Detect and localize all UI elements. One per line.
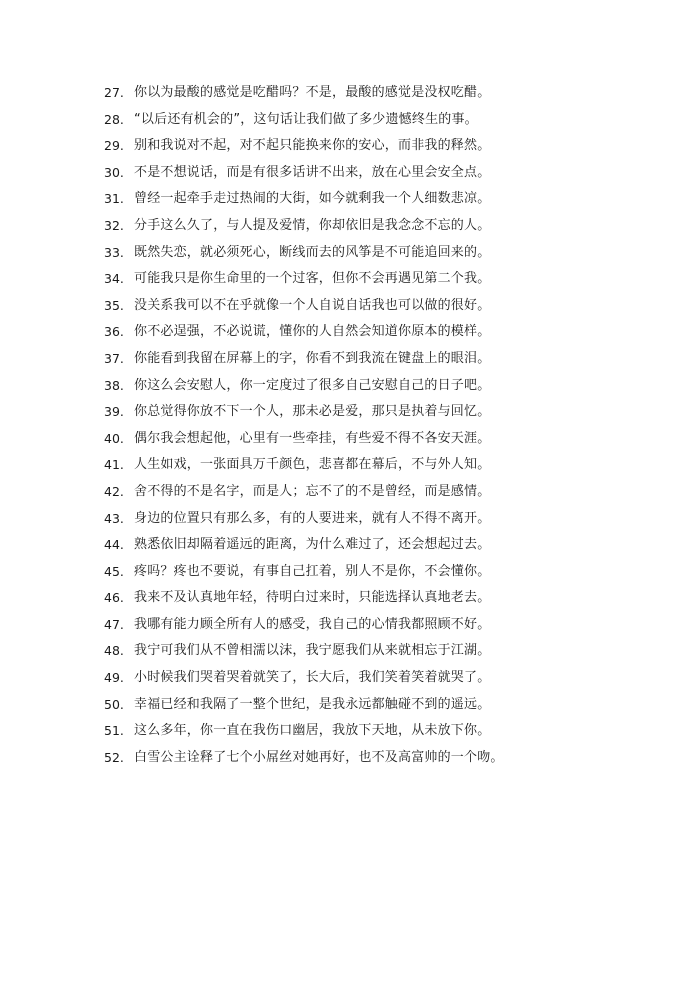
- quote-number: 43.: [104, 510, 124, 526]
- quote-number: 33.: [104, 244, 124, 260]
- quote-text: 小时候我们哭着哭着就笑了，长大后，我们笑着笑着就哭了。: [134, 670, 491, 686]
- quote-number: 41.: [104, 457, 124, 473]
- list-item: [104, 80, 664, 107]
- quote-number: 44.: [104, 537, 124, 553]
- quote-text: 曾经一起牵手走过热闹的大街，如今就剩我一个人细数悲凉。: [134, 191, 491, 207]
- list-item: [104, 426, 664, 453]
- quote-number: 32.: [104, 217, 124, 233]
- quote-list: [104, 80, 664, 771]
- list-item: [104, 479, 664, 506]
- quote-text: 我来不及认真地年轻，待明白过来时，只能选择认真地老去。: [134, 590, 491, 606]
- quote-number: 30.: [104, 164, 124, 180]
- list-item: [104, 213, 664, 240]
- list-item: [104, 452, 664, 479]
- quote-number: 45.: [104, 563, 124, 579]
- quote-number: 34.: [104, 271, 124, 287]
- list-item: [104, 346, 664, 373]
- quote-number: 38.: [104, 377, 124, 393]
- list-item: [104, 559, 664, 586]
- quote-text: 不是不想说话，而是有很多话讲不出来，放在心里会安全点。: [134, 164, 491, 180]
- quote-text: 可能我只是你生命里的一个过客，但你不会再遇见第二个我。: [134, 271, 491, 287]
- quote-text: 疼吗？疼也不要说，有事自己扛着，别人不是你，不会懂你。: [134, 563, 491, 579]
- quote-number: 46.: [104, 590, 124, 606]
- list-item: [104, 612, 664, 639]
- list-item: [104, 186, 664, 213]
- quote-number: 37.: [104, 350, 124, 366]
- list-item: [104, 506, 664, 533]
- list-item: [104, 293, 664, 320]
- quote-text: 白雪公主诠释了七个小屌丝对她再好，也不及高富帅的一个吻。: [134, 749, 504, 765]
- list-item: [104, 319, 664, 346]
- quote-text: 人生如戏，一张面具万千颜色，悲喜都在幕后，不与外人知。: [134, 457, 491, 473]
- quote-number: 49.: [104, 670, 124, 686]
- list-item: [104, 692, 664, 719]
- list-item: [104, 266, 664, 293]
- quote-text: 你这么会安慰人，你一定度过了很多自己安慰自己的日子吧。: [134, 377, 491, 393]
- quote-number: 36.: [104, 324, 124, 340]
- quote-text: 你总觉得你放不下一个人，那未必是爱，那只是执着与回忆。: [134, 404, 491, 420]
- list-item: [104, 745, 664, 772]
- list-item: [104, 638, 664, 665]
- list-item: [104, 160, 664, 187]
- quote-text: 你能看到我留在屏幕上的字，你看不到我流在键盘上的眼泪。: [134, 350, 491, 366]
- quote-text: 分手这么久了，与人提及爱情，你却依旧是我念念不忘的人。: [134, 217, 491, 233]
- quote-text: 幸福已经和我隔了一整个世纪，是我永远都触碰不到的遥远。: [134, 696, 491, 712]
- list-item: [104, 718, 664, 745]
- quote-number: 39.: [104, 404, 124, 420]
- quote-number: 52.: [104, 749, 124, 765]
- list-item: [104, 373, 664, 400]
- quote-text: 我宁可我们从不曾相濡以沫，我宁愿我们从来就相忘于江湖。: [134, 643, 491, 659]
- quote-number: 47.: [104, 616, 124, 632]
- quote-number: 48.: [104, 643, 124, 659]
- quote-text: 熟悉依旧却隔着遥远的距离，为什么难过了，还会想起过去。: [134, 537, 491, 553]
- quote-text: 舍不得的不是名字，而是人；忘不了的不是曾经，而是感情。: [134, 483, 491, 499]
- list-item: [104, 532, 664, 559]
- quote-text: 身边的位置只有那么多，有的人要进来，就有人不得不离开。: [134, 510, 491, 526]
- quote-number: 51.: [104, 723, 124, 739]
- list-item: [104, 107, 664, 134]
- list-item: [104, 240, 664, 267]
- quote-text: 你不必逞强，不必说谎，懂你的人自然会知道你原本的模样。: [134, 324, 491, 340]
- quote-number: 42.: [104, 483, 124, 499]
- quote-number: 29.: [104, 138, 124, 154]
- quote-text: 我哪有能力顾全所有人的感受，我自己的心情我都照顾不好。: [134, 616, 491, 632]
- quote-number: 27.: [104, 85, 124, 100]
- list-item: [104, 399, 664, 426]
- list-item: [104, 133, 664, 160]
- list-item: [104, 585, 664, 612]
- list-item: [104, 665, 664, 692]
- quote-text: 别和我说对不起，对不起只能换来你的安心，而非我的释然。: [134, 138, 491, 154]
- quote-text: 没关系我可以不在乎就像一个人自说自话我也可以做的很好。: [134, 297, 491, 313]
- quote-text: 你以为最酸的感觉是吃醋吗？不是，最酸的感觉是没权吃醋。: [134, 85, 491, 100]
- quote-text: 既然失恋，就必须死心，断线而去的风筝是不可能追回来的。: [134, 244, 491, 260]
- quote-number: 50.: [104, 696, 124, 712]
- quote-text: 偶尔我会想起他，心里有一些牵挂，有些爱不得不各安天涯。: [134, 430, 491, 446]
- quote-number: 31.: [104, 191, 124, 207]
- quote-number: 28.: [104, 111, 124, 127]
- quote-number: 35.: [104, 297, 124, 313]
- quote-text: 这么多年，你一直在我伤口幽居，我放下天地，从未放下你。: [134, 723, 491, 739]
- quote-text: “以后还有机会的”，这句话让我们做了多少遗憾终生的事。: [134, 111, 478, 127]
- quote-number: 40.: [104, 430, 124, 446]
